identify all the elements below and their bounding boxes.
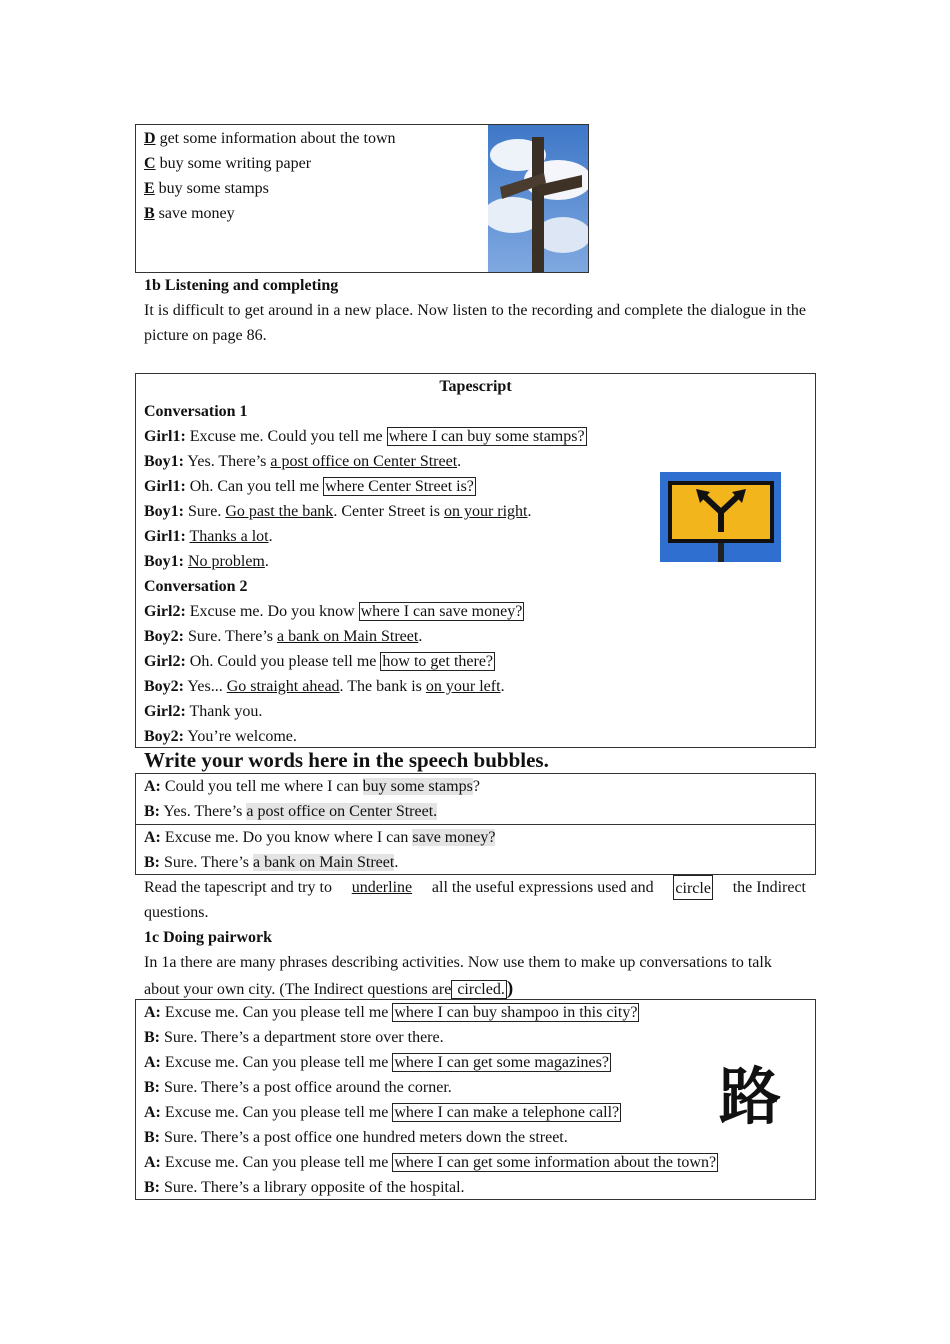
dialogue-line: Boy2: Yes... Go straight ahead. The bank is on your left. — [144, 678, 505, 695]
conversation-2-label: Conversation 2 — [144, 578, 248, 595]
bubbles-heading: Write your words here in the speech bubbles. — [144, 748, 549, 772]
matching-item: B save money — [144, 205, 235, 222]
matching-item: C buy some writing paper — [144, 155, 312, 172]
dialogue-line: Boy1: No problem. — [144, 553, 269, 570]
section-1c-heading: 1c Doing pairwork — [144, 929, 272, 946]
section-1b-body: It is difficult to get around in a new place. Now listen to the recording and complete the dialogue in the picture on page 86. — [144, 302, 806, 344]
signpost-photo — [488, 125, 588, 272]
dialogue-line: Girl2: Thank you. — [144, 703, 263, 720]
dialogue-line: Boy2: You’re welcome. — [144, 728, 297, 745]
tapescript-box — [135, 373, 816, 748]
matching-box — [135, 124, 589, 273]
section-1b-heading: 1b Listening and completing — [144, 277, 339, 294]
dialogue-line: Girl2: Excuse me. Do you know where I can save money? — [144, 603, 523, 620]
dialogue-line: Boy2: Sure. There’s a bank on Main Street. — [144, 628, 423, 645]
dialogue-line: Boy1: Sure. Go past the bank. Center Street is on your right. — [144, 503, 532, 520]
instruction-line-2: questions. — [144, 904, 209, 921]
dialogue-line: Girl1: Oh. Can you tell me where Center Street is? — [144, 478, 474, 495]
pairwork-box — [135, 999, 816, 1200]
instruction-line: Read the tapescript and try to underline all the useful expressions used and circle the Indirect — [144, 875, 806, 900]
section-1c-body-line2: about your own city. (The Indirect questions are circled. ) — [144, 978, 514, 999]
bubble-box-2: A: Excuse me. Do you know where I can save money? B: Sure. There’s a bank on Main Street. — [135, 824, 816, 875]
dialogue-line: Girl1: Thanks a lot. — [144, 528, 273, 545]
pairwork-line: A: Excuse me. Can you please tell me where I can get some information about the town? — [144, 1154, 717, 1171]
pairwork-line: A: Excuse me. Can you please tell me where I can buy shampoo in this city? — [144, 1004, 638, 1021]
dialogue-line: Boy1: Yes. There’s a post office on Center Street. — [144, 453, 462, 470]
lu-character-icon: 路 — [719, 1060, 782, 1133]
circled-question: where Center Street is? — [325, 478, 474, 495]
circled-question: where I can buy some stamps? — [388, 428, 585, 445]
dialogue-line: Girl2: Oh. Could you please tell me how to get there? — [144, 653, 494, 670]
pairwork-line: B: Sure. There’s a department store over there. — [144, 1029, 444, 1046]
pairwork-line: A: Excuse me. Can you please tell me where I can make a telephone call? — [144, 1104, 620, 1121]
matching-item: D get some information about the town — [144, 130, 396, 147]
pairwork-line: B: Sure. There’s a post office around the corner. — [144, 1079, 452, 1096]
tapescript-title: Tapescript — [439, 378, 512, 395]
section-1c-body-line1: In 1a there are many phrases describing activities. Now use them to make up conversations to talk — [144, 954, 772, 971]
fork-road-sign-icon — [660, 472, 781, 562]
dialogue-line: Girl1: Excuse me. Could you tell me where I can buy some stamps? — [144, 428, 585, 445]
conversation-1-label: Conversation 1 — [144, 403, 248, 420]
bubble-box-1: A: Could you tell me where I can buy some stamps? B: Yes. There’s a post office on Center Street. — [135, 773, 816, 825]
pairwork-line: B: Sure. There’s a library opposite of the hospital. — [144, 1179, 465, 1196]
pairwork-line: A: Excuse me. Can you please tell me where I can get some magazines? — [144, 1054, 609, 1071]
circled-question: where I can save money? — [360, 603, 523, 620]
matching-item: E buy some stamps — [144, 180, 269, 197]
pairwork-line: B: Sure. There’s a post office one hundred meters down the street. — [144, 1129, 568, 1146]
circled-question: how to get there? — [382, 653, 494, 670]
